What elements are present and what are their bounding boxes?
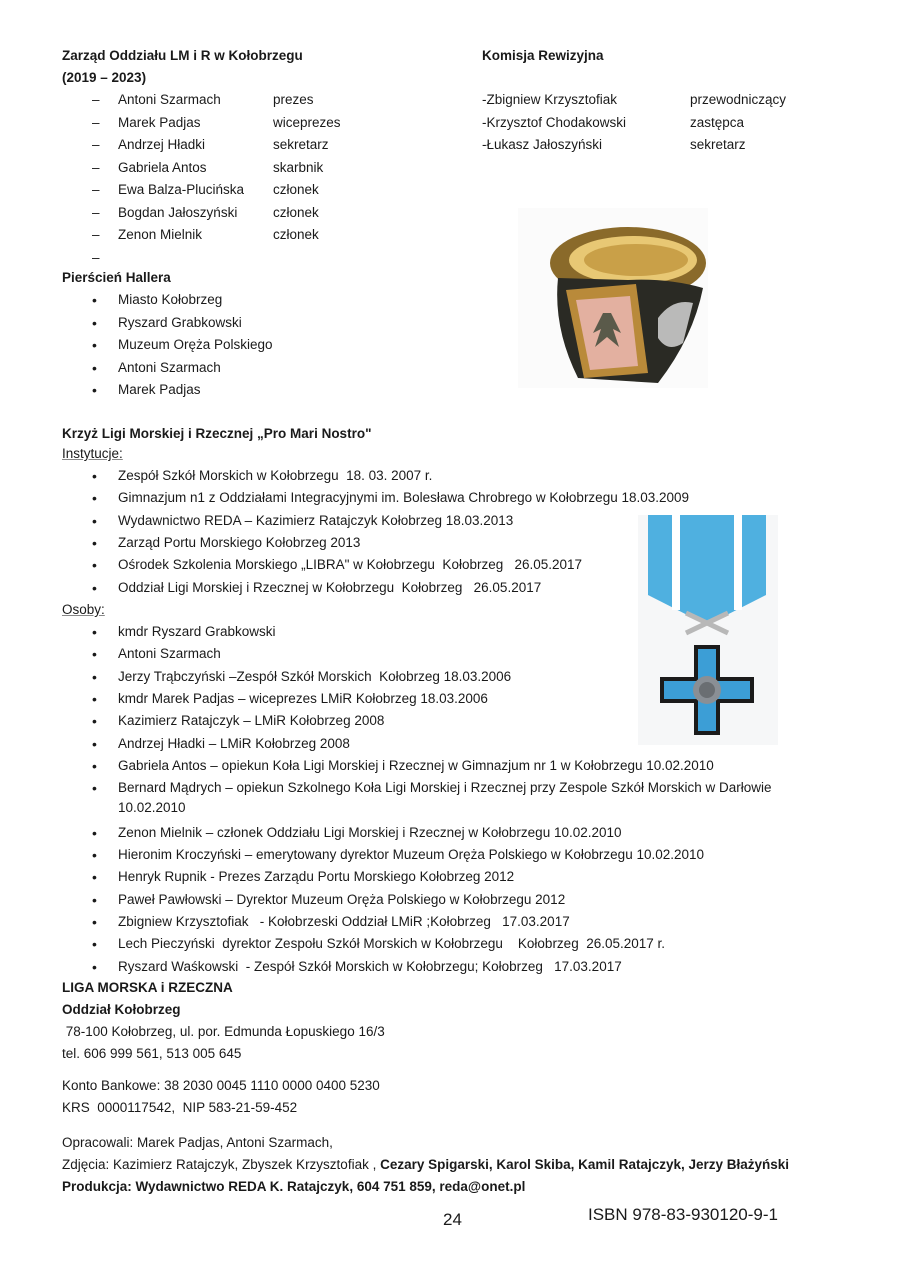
bullet-icon: • (92, 869, 97, 886)
cross-title: Krzyż Ligi Morskiej i Rzecznej „Pro Mari Nostro" (62, 426, 372, 441)
list-item-text: Gabriela Antos – opiekun Koła Ligi Morskiej i Rzecznej w Gimnazjum nr 1 w Kołobrzegu 10.02.2010 (118, 757, 714, 773)
list-item-text: Ryszard Waśkowski - Zespół Szkół Morskich w Kołobrzegu; Kołobrzeg 17.03.2017 (118, 958, 622, 974)
list-item-text: Oddział Ligi Morskiej i Rzecznej w Kołobrzegu Kołobrzeg 26.05.2017 (118, 579, 542, 595)
board-member-role: sekretarz (273, 137, 329, 152)
audit-member-name: -Krzysztof Chodakowski (482, 114, 627, 130)
dash-marker: – (92, 114, 100, 130)
bullet-icon: • (92, 382, 97, 398)
audit-member-row (482, 135, 822, 155)
bullet-icon: • (92, 359, 97, 376)
bullet-icon: • (92, 735, 97, 752)
bullet-icon: • (92, 757, 97, 774)
board-member-row (92, 158, 392, 178)
list-item-text: Antoni Szarmach (118, 646, 221, 662)
bullet-icon: • (92, 780, 97, 797)
isbn: ISBN 978-83-930120-9-1 (588, 1205, 778, 1224)
list-item-text: Andrzej Hładki – LMiR Kołobrzeg 2008 (118, 735, 350, 751)
bullet-icon: • (92, 557, 97, 574)
board-member-name: Bogdan Jałoszyński (118, 204, 238, 220)
credits-photos (62, 1155, 789, 1175)
bullet-icon: • (92, 847, 97, 863)
board-member-name: Gabriela Antos (118, 159, 207, 175)
dash-marker: – (92, 227, 100, 242)
branch-name: Oddział Kołobrzeg (62, 1002, 181, 1017)
pro-mari-nostro-cross-image (638, 515, 778, 745)
board-member-role: wiceprezes (273, 114, 341, 130)
credits-photos-regular: Zdjęcia: Kazimierz Ratajczyk, Zbyszek Krzysztofiak , (62, 1157, 381, 1172)
persons-label: Osoby: (62, 602, 105, 617)
list-item-text: Hieronim Kroczyński – emerytowany dyrektor Muzeum Oręża Polskiego w Kołobrzegu 10.02.2010 (118, 847, 705, 862)
list-item-continuation: 10.02.2010 (118, 800, 186, 816)
audit-member-name: -Zbigniew Krzysztofiak (482, 92, 618, 107)
list-item-text: Marek Padjas (118, 382, 201, 397)
haller-ring-image (518, 208, 708, 388)
audit-member-name: -Łukasz Jałoszyński (482, 137, 603, 152)
board-period: (2019 – 2023) (62, 70, 147, 85)
audit-member-row (482, 113, 822, 133)
list-item-text: Lech Pieczyński dyrektor Zespołu Szkół Morskich w Kołobrzegu Kołobrzeg 26.05.2017 r. (118, 936, 666, 952)
bullet-icon: • (92, 646, 97, 663)
phone: tel. 606 999 561, 513 005 645 (62, 1046, 242, 1061)
ring-title: Pierścień Hallera (62, 270, 171, 285)
board-member-role: prezes (273, 92, 314, 107)
list-item-text: Jerzy Trąbczyński –Zespół Szkół Morskich Kołobrzeg 18.03.2006 (118, 668, 512, 684)
board-member-name: Antoni Szarmach (118, 92, 221, 107)
org-name: LIGA MORSKA i RZECZNA (62, 980, 233, 995)
list-item-text: Ryszard Grabkowski (118, 314, 242, 330)
board-member-role: skarbnik (273, 159, 324, 175)
list-item-text: Zespół Szkół Morskich w Kołobrzegu 18. 03. 2007 r. (118, 468, 433, 483)
dash-marker: – (92, 137, 100, 152)
board-member-row (92, 203, 392, 223)
board-title: Zarząd Oddziału LM i R w Kołobrzegu (62, 48, 303, 63)
bullet-icon: • (92, 468, 97, 484)
list-item-text: Zenon Mielnik – członek Oddziału Ligi Morskiej i Rzecznej w Kołobrzegu 10.02.2010 (118, 824, 622, 840)
board-member-role: członek (273, 182, 319, 197)
board-member-row (92, 113, 392, 133)
bank-account: Konto Bankowe: 38 2030 0045 1110 0000 0400 5230 (62, 1078, 380, 1093)
board-member-name: Andrzej Hładki (118, 137, 206, 152)
bullet-icon: • (92, 690, 97, 707)
list-item-text: Antoni Szarmach (118, 359, 221, 375)
bullet-icon: • (92, 891, 97, 908)
audit-title: Komisja Rewizyjna (482, 48, 604, 63)
list-item-text: Paweł Pawłowski – Dyrektor Muzeum Oręża Polskiego w Kołobrzegu 2012 (118, 891, 566, 907)
address: 78-100 Kołobrzeg, ul. por. Edmunda Łopuskiego 16/3 (62, 1024, 385, 1039)
bullet-icon: • (92, 936, 97, 953)
list-item-text: Wydawnictwo REDA – Kazimierz Ratajczyk Kołobrzeg 18.03.2013 (118, 512, 514, 528)
board-member-name: Marek Padjas (118, 114, 201, 130)
board-member-row (92, 225, 392, 245)
board-member-row (92, 135, 392, 155)
bullet-icon: • (92, 534, 97, 551)
list-item-text: Zarząd Portu Morskiego Kołobrzeg 2013 (118, 534, 361, 550)
audit-member-row (482, 90, 822, 110)
board-member-row (92, 180, 392, 200)
credits-photos-bold: Cezary Spigarski, Karol Skiba, Kamil Ratajczyk, Jerzy Błażyński (380, 1157, 790, 1172)
board-member-role: członek (273, 227, 319, 242)
bullet-icon: • (92, 314, 97, 331)
bullet-icon: • (92, 292, 97, 308)
list-item-text: Henryk Rupnik - Prezes Zarządu Portu Morskiego Kołobrzeg 2012 (118, 869, 515, 885)
bullet-icon: • (92, 624, 97, 640)
list-item-text: Miasto Kołobrzeg (118, 292, 223, 307)
bullet-icon: • (92, 337, 97, 353)
audit-member-role: zastępca (690, 114, 745, 130)
board-member-name: Ewa Balza-Plucińska (118, 182, 245, 197)
credits-prepared: Opracowali: Marek Padjas, Antoni Szarmach, (62, 1135, 333, 1150)
list-item-text: Zbigniew Krzysztofiak - Kołobrzeski Oddział LMiR ;Kołobrzeg 17.03.2017 (118, 913, 570, 929)
board-member-row (92, 90, 392, 110)
bullet-icon: • (92, 512, 97, 529)
audit-member-role: przewodniczący (690, 92, 787, 107)
bullet-icon: • (92, 958, 97, 975)
list-item-text: kmdr Ryszard Grabkowski (118, 624, 276, 639)
dash-marker: – (92, 182, 100, 197)
institutions-label: Instytucje: (62, 446, 123, 461)
bullet-icon: • (92, 824, 97, 841)
credits-production: Produkcja: Wydawnictwo REDA K. Ratajczyk, 604 751 859, reda@onet.pl (62, 1179, 526, 1194)
list-item-text: Muzeum Oręża Polskiego (118, 337, 273, 352)
list-item-text: Gimnazjum n1 z Oddziałami Integracyjnymi im. Bolesława Chrobrego w Kołobrzegu 18.03.2009 (118, 490, 690, 506)
dash-marker: – (92, 249, 100, 265)
dash-marker: – (92, 92, 100, 107)
list-item-text: Bernard Mądrych – opiekun Szkolnego Koła Ligi Morskiej i Rzecznej przy Zespole Szkół Morskich w Darłowie (118, 780, 772, 796)
page-number: 24 (443, 1210, 462, 1229)
bullet-icon: • (92, 713, 97, 730)
dash-marker: – (92, 159, 100, 175)
bullet-icon: • (92, 913, 97, 930)
board-member-role: członek (273, 204, 319, 220)
audit-member-role: sekretarz (690, 137, 746, 152)
bullet-icon: • (92, 668, 97, 685)
board-member-name: Zenon Mielnik (118, 227, 203, 242)
krs-nip: KRS 0000117542, NIP 583-21-59-452 (62, 1100, 298, 1115)
list-item-text: kmdr Marek Padjas – wiceprezes LMiR Kołobrzeg 18.03.2006 (118, 690, 488, 706)
list-item-text: Ośrodek Szkolenia Morskiego „LIBRA" w Kołobrzegu Kołobrzeg 26.05.2017 (118, 557, 583, 573)
bullet-icon: • (92, 490, 97, 507)
dash-marker: – (92, 204, 100, 220)
list-item-text: Kazimierz Ratajczyk – LMiR Kołobrzeg 2008 (118, 713, 385, 729)
bullet-icon: • (92, 579, 97, 596)
